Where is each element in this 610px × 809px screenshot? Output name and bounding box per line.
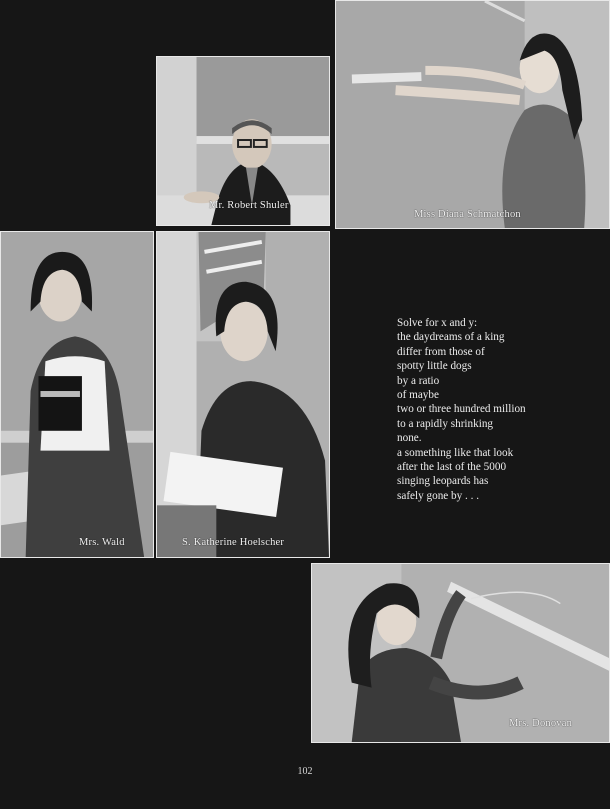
poem-line: differ from those of xyxy=(397,345,485,358)
poem-line: of maybe xyxy=(397,389,439,402)
teacher-chalkboard-image xyxy=(336,1,609,228)
poem-line: a something like that look xyxy=(397,446,514,459)
caption-mrs-donovan: Mrs. Donovan xyxy=(509,718,573,729)
photo-mrs-donovan xyxy=(311,563,610,743)
poem-line: none. xyxy=(397,432,422,445)
poem-line: two or three hundred million xyxy=(397,403,526,416)
poem-line: by a ratio xyxy=(397,374,440,387)
caption-mrs-wald: Mrs. Wald xyxy=(79,537,125,548)
poem-line: spotty little dogs xyxy=(397,360,472,373)
teacher-with-book-image xyxy=(1,232,153,557)
poem-text-block xyxy=(397,316,526,503)
caption-katherine-hoelscher: S. Katherine Hoelscher xyxy=(182,537,285,548)
page-number: 102 xyxy=(297,766,313,777)
photo-katherine-hoelscher xyxy=(156,231,330,558)
photo-mrs-wald xyxy=(0,231,154,558)
poem-line: to a rapidly shrinking xyxy=(397,417,494,430)
poem-line: after the last of the 5000 xyxy=(397,461,507,474)
teacher-with-papers-image xyxy=(157,232,329,557)
poem-line: singing leopards has xyxy=(397,475,489,488)
teacher-at-board-image xyxy=(312,564,609,742)
caption-robert-shuler: Mr. Robert Shuler xyxy=(209,200,289,211)
poem-line: safely gone by . . . xyxy=(397,489,480,502)
photo-diana-schmatchon xyxy=(335,0,610,229)
poem-line: the daydreams of a king xyxy=(397,331,505,344)
caption-diana-schmatchon: Miss Diana Schmatchon xyxy=(414,209,521,220)
poem-line: Solve for x and y: xyxy=(397,317,478,329)
